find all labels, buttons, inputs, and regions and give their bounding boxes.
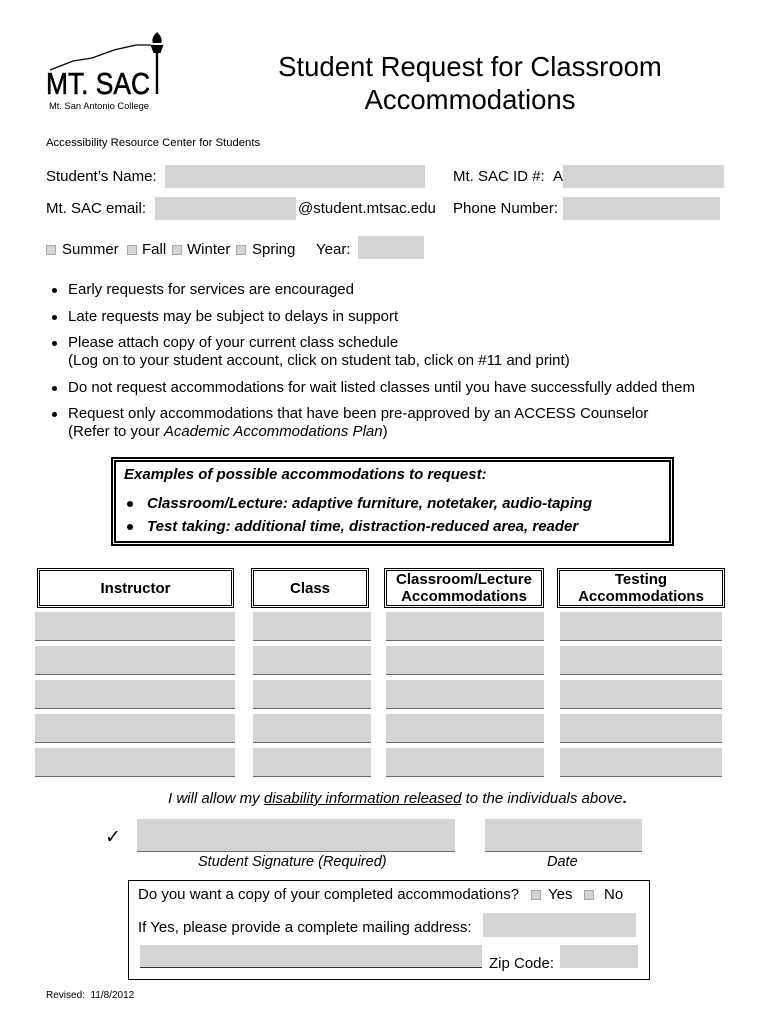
copy-yes-label: Yes (548, 886, 573, 903)
class-field[interactable] (253, 748, 371, 777)
instruction-item (68, 379, 695, 397)
term-summer-checkbox[interactable] (46, 245, 56, 255)
term-spring-checkbox[interactable] (236, 245, 246, 255)
classroom-accommodations-field[interactable] (386, 612, 544, 641)
torch-icon (151, 32, 164, 94)
logo-college-name: Mt. San Antonio College (49, 101, 149, 112)
email-domain: @student.mtsac.edu (298, 200, 436, 217)
form-title-line2: Accommodations (364, 84, 576, 115)
testing-accommodations-field[interactable] (560, 714, 722, 743)
logo-graphic (40, 28, 170, 118)
testing-accommodations-field[interactable] (560, 748, 722, 777)
instruction-item (68, 281, 354, 299)
testing-accommodations-header (557, 568, 725, 608)
instructor-field[interactable] (35, 646, 235, 675)
class-field[interactable] (253, 680, 371, 709)
table-row (0, 680, 770, 709)
copy-no-checkbox[interactable] (584, 890, 594, 900)
bullet-icon (127, 501, 133, 507)
release-period: . (622, 790, 627, 807)
release-statement (168, 790, 627, 808)
class-header (251, 568, 369, 608)
instructor-field[interactable] (35, 680, 235, 709)
classroom-accommodations-field[interactable] (386, 680, 544, 709)
note-prefix: (Refer to your (68, 423, 164, 440)
instruction-item (68, 308, 398, 326)
address-line2-field[interactable] (140, 945, 482, 968)
check-mark-icon: ✓ (105, 826, 121, 848)
instructor-header (37, 568, 234, 608)
date-label: Date (547, 854, 578, 870)
testing-header-line2: Accommodations (578, 588, 704, 605)
instruction-item (68, 334, 570, 370)
example-item: Classroom/Lecture: adaptive furniture, notetaker, audio-taping (147, 495, 593, 512)
zip-code-label: Zip Code: (489, 955, 555, 972)
release-suffix: to the individuals above (461, 790, 623, 807)
classroom-header-line2: Accommodations (401, 588, 527, 605)
instruction-text: Please attach copy of your current class schedule (68, 334, 399, 351)
instructor-field[interactable] (35, 748, 235, 777)
copy-question: Do you want a copy of your completed accommodations? (138, 886, 520, 903)
instruction-note (68, 423, 648, 441)
testing-accommodations-field[interactable] (560, 680, 722, 709)
phone-label: Phone Number: (453, 200, 559, 217)
testing-accommodations-field[interactable] (560, 612, 722, 641)
term-winter-checkbox[interactable] (172, 245, 182, 255)
examples-heading: Examples of possible accommodations to request: (124, 466, 487, 483)
signature-label: Student Signature (Required) (198, 854, 387, 870)
college-logo (40, 28, 170, 118)
signature-field[interactable] (137, 819, 455, 852)
accommodations-plan-reference: Academic Accommodations Plan (163, 423, 383, 440)
instructor-header-label: Instructor (100, 579, 171, 597)
bullet-icon (52, 412, 57, 417)
copy-no-label: No (604, 886, 624, 903)
table-row (0, 646, 770, 675)
term-fall-checkbox[interactable] (127, 245, 137, 255)
bullet-icon (52, 386, 57, 391)
classroom-accommodations-field[interactable] (386, 646, 544, 675)
release-prefix: I will allow my (168, 790, 264, 807)
year-field[interactable] (358, 236, 424, 259)
student-name-label: Student’s Name: (46, 168, 157, 185)
instruction-text: Late requests may be subject to delays in support (68, 308, 399, 325)
examples-box (111, 457, 674, 546)
class-field[interactable] (253, 646, 371, 675)
bullet-icon (52, 288, 57, 293)
class-field[interactable] (253, 612, 371, 641)
year-label: Year: (316, 241, 351, 258)
student-id-field[interactable] (563, 165, 724, 188)
date-field[interactable] (485, 819, 642, 852)
testing-header-line1: Testing (614, 571, 668, 588)
class-header-label: Class (289, 579, 331, 597)
instruction-item (68, 405, 648, 441)
classroom-accommodations-field[interactable] (386, 748, 544, 777)
classroom-header-line1: Classroom/Lecture (396, 571, 532, 588)
phone-field[interactable] (563, 197, 720, 220)
student-name-field[interactable] (165, 165, 425, 188)
term-spring-label: Spring (252, 241, 296, 258)
instruction-text: Early requests for services are encouraged (68, 281, 354, 298)
example-item: Test taking: additional time, distraction-reduced area, reader (147, 518, 579, 535)
testing-accommodations-field[interactable] (560, 646, 722, 675)
note-suffix: ) (382, 423, 388, 440)
instruction-text: Do not request accommodations for wait listed classes until you have successfully added them (68, 379, 695, 396)
bullet-icon (52, 315, 57, 320)
student-id-prefix: A (553, 168, 564, 185)
table-row (0, 714, 770, 743)
classroom-accommodations-header (384, 568, 544, 608)
department-name: Accessibility Resource Center for Students (46, 137, 261, 149)
classroom-accommodations-field[interactable] (386, 714, 544, 743)
email-field[interactable] (155, 197, 296, 220)
table-row (0, 748, 770, 777)
table-row (0, 612, 770, 641)
release-underlined-text: disability information released (263, 790, 462, 807)
copy-request-box (128, 880, 650, 980)
bullet-icon (52, 341, 57, 346)
term-winter-label: Winter (187, 241, 231, 258)
form-title-line1: Student Request for Classroom (278, 51, 662, 82)
term-fall-label: Fall (142, 241, 167, 258)
instruction-text: Request only accommodations that have been pre-approved by an ACCESS Counselor (68, 405, 649, 422)
instructor-field[interactable] (35, 612, 235, 641)
class-field[interactable] (253, 714, 371, 743)
term-summer-label: Summer (62, 241, 119, 258)
email-label: Mt. SAC email: (46, 200, 147, 217)
instructor-field[interactable] (35, 714, 235, 743)
logo-brand-text: MT. SAC (46, 66, 150, 101)
address-line1-field[interactable] (483, 913, 636, 937)
mailing-address-prompt: If Yes, please provide a complete mailing address: (138, 919, 472, 936)
zip-code-field[interactable] (560, 945, 638, 968)
instruction-note: (Log on to your student account, click on student tab, click on #11 and print) (68, 352, 570, 369)
copy-yes-checkbox[interactable] (531, 890, 541, 900)
student-id-label: Mt. SAC ID #: (453, 168, 545, 185)
revised-date: Revised: 11/8/2012 (46, 990, 135, 1001)
bullet-icon (127, 524, 133, 530)
